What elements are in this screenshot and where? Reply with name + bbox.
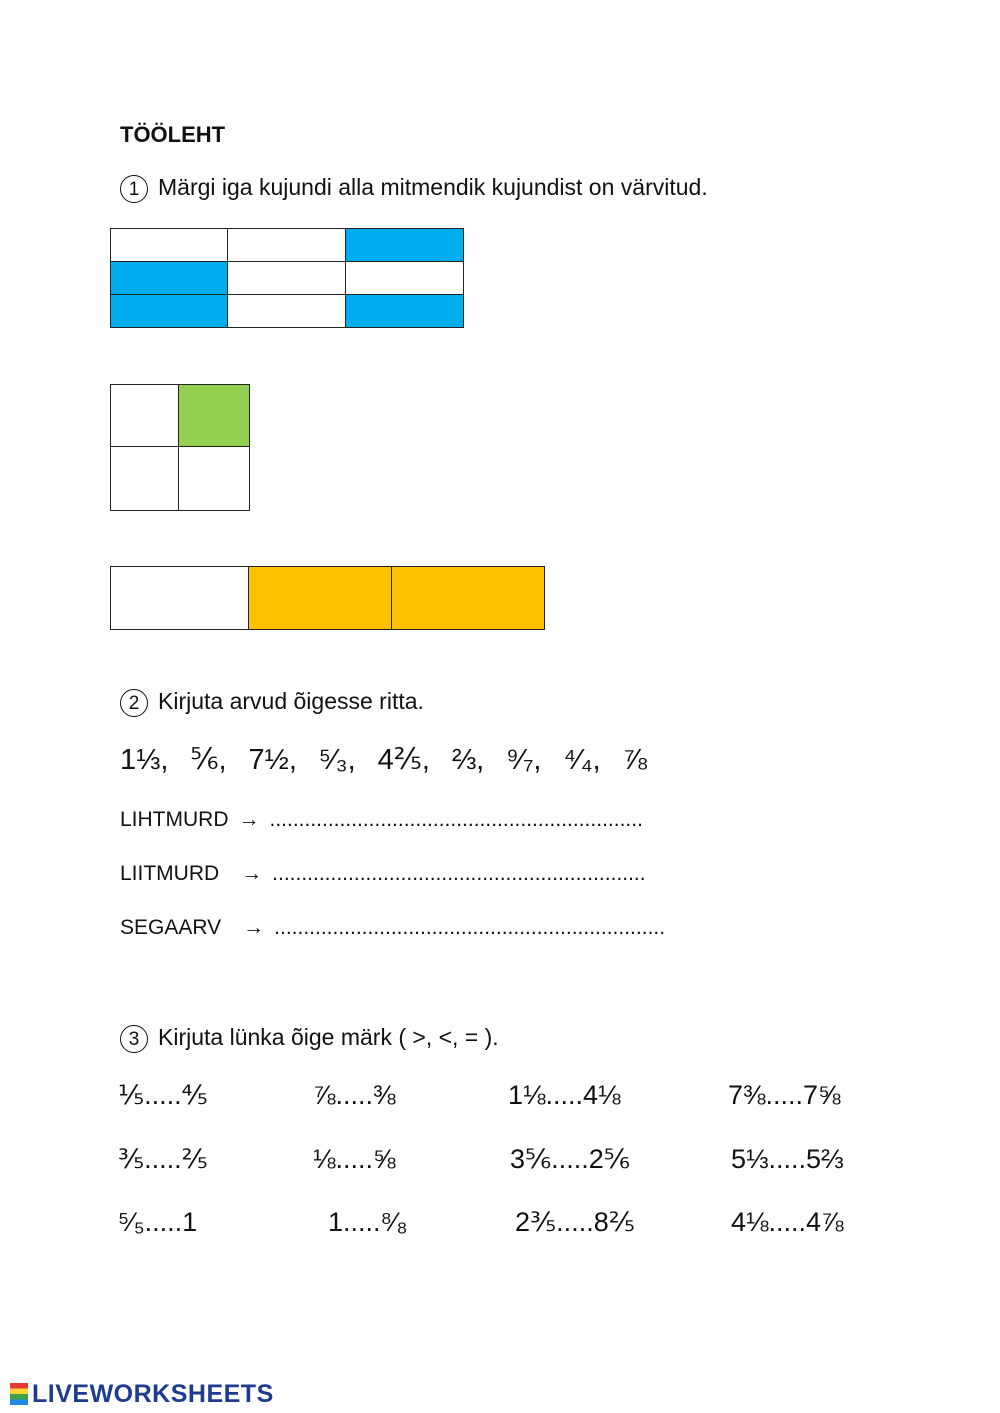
task2-number: 2 [120, 689, 148, 717]
arrow-icon: → [243, 916, 265, 939]
grid3-cell [111, 229, 228, 262]
compare-item[interactable]: ⅞.....⅜ [313, 1080, 396, 1110]
arrow-icon: → [241, 862, 263, 885]
compare-item[interactable]: ⅗.....⅖ [118, 1144, 208, 1174]
category-row-liitmurd [120, 862, 646, 886]
compare-item[interactable]: 1⅛.....4⅛ [508, 1080, 621, 1110]
grid3-cell-colored [111, 295, 228, 328]
arrow-icon: → [238, 808, 260, 831]
number-item: 7½, [248, 744, 297, 776]
category-label: LIITMURD [120, 862, 220, 885]
category-row-segaarv [120, 916, 665, 940]
task1-text: Märgi iga kujundi alla mitmendik kujundist on värvitud. [158, 174, 708, 200]
grid3-cell [228, 295, 346, 328]
task3-text: Kirjuta lünka õige märk ( >, <, = ). [158, 1024, 499, 1050]
number-item: 4⅖, [377, 744, 430, 776]
number-item: ⁵⁄₃, [318, 744, 356, 776]
task3-instruction [120, 1024, 499, 1053]
number-item: ⁴⁄₄, [563, 744, 601, 776]
compare-item[interactable]: 5⅓.....5⅔ [731, 1144, 844, 1174]
page-title: TÖÖLEHT [120, 122, 226, 147]
grid3-cell [228, 229, 346, 262]
task1-instruction [120, 174, 708, 203]
task3-number: 3 [120, 1025, 148, 1053]
bar-cell-colored [392, 567, 545, 630]
task2-instruction [120, 688, 424, 717]
compare-item[interactable]: ⁵⁄₅.....1 [118, 1207, 198, 1237]
grid3-cell-colored [111, 262, 228, 295]
shape-grid-2x2 [110, 384, 250, 511]
compare-item[interactable]: 7⅜.....7⅝ [728, 1080, 841, 1110]
number-list [120, 742, 669, 777]
grid3-cell [228, 262, 346, 295]
compare-item[interactable]: ⅛.....⅝ [313, 1144, 396, 1174]
number-item: 1⅓, [120, 744, 169, 776]
compare-item[interactable]: 3⅚.....2⅚ [510, 1144, 630, 1174]
answer-line[interactable]: ................................................................ [272, 862, 646, 885]
shape-grid-3x3 [110, 228, 464, 328]
grid2-cell [179, 447, 250, 511]
answer-line[interactable]: ................................................................... [274, 916, 666, 939]
task1-number: 1 [120, 175, 148, 203]
compare-item[interactable]: 1.....⁸⁄₈ [328, 1207, 408, 1237]
category-row-lihtmurd [120, 808, 643, 832]
bar-cell-colored [249, 567, 392, 630]
brand-text: LIVEWORKSHEETS [32, 1380, 274, 1408]
brand-logo [10, 1380, 274, 1409]
task2-text: Kirjuta arvud õigesse ritta. [158, 688, 424, 714]
number-item: ⅚, [190, 744, 227, 776]
bar-cell [111, 567, 249, 630]
number-item: ⅔, [451, 744, 485, 776]
answer-line[interactable]: ................................................................ [269, 808, 643, 831]
number-item: ⅞ [622, 744, 647, 776]
compare-item[interactable]: 4⅛.....4⅞ [731, 1207, 844, 1237]
compare-item[interactable]: 2⅗.....8⅖ [515, 1207, 635, 1237]
grid2-cell [111, 447, 179, 511]
grid3-cell-colored [346, 295, 464, 328]
grid3-cell [346, 262, 464, 295]
liveworksheets-logo-icon [10, 1383, 28, 1405]
compare-item[interactable]: ⅕.....⅘ [118, 1080, 208, 1110]
grid2-cell [111, 385, 179, 447]
shape-bar-3 [110, 566, 545, 630]
category-label: LIHTMURD [120, 808, 229, 831]
grid2-cell-colored [179, 385, 250, 447]
grid3-cell-colored [346, 229, 464, 262]
number-item: ⁹⁄₇, [506, 744, 542, 776]
category-label: SEGAARV [120, 916, 222, 939]
